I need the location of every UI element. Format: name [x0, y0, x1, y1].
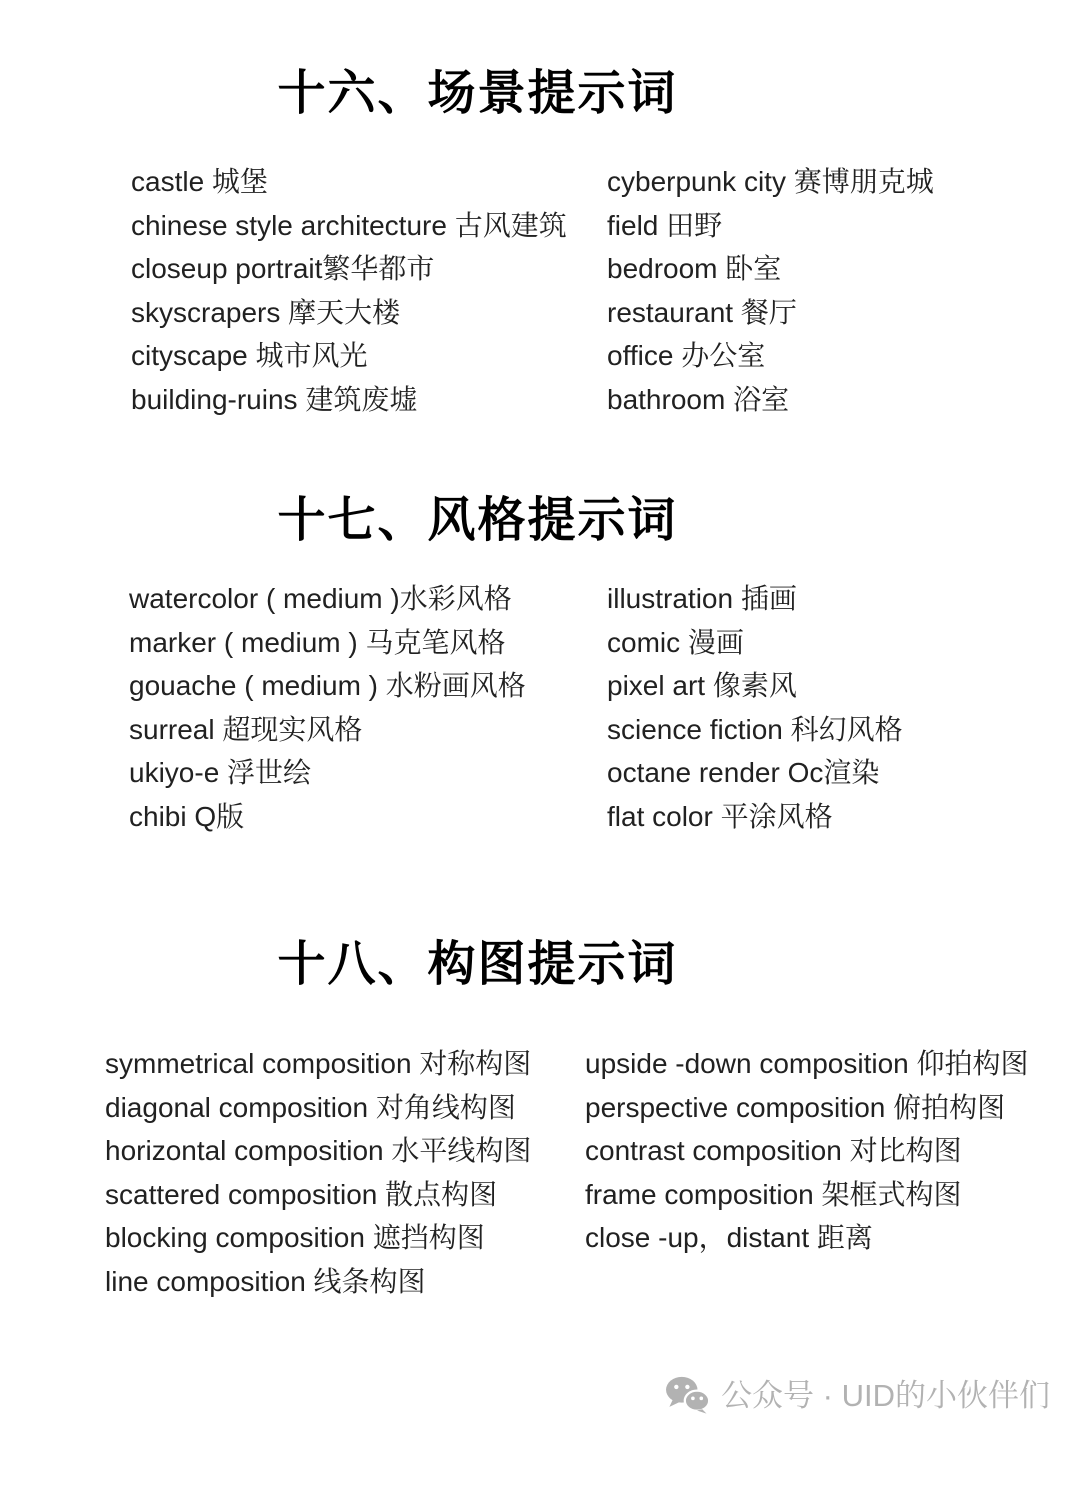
list-item: science fiction 科幻风格 — [607, 713, 903, 745]
section-scene-title: 十六、场景提示词 — [277, 67, 678, 120]
section-composition-list — [0, 1042, 1080, 1303]
list-item: diagonal composition 对角线构图 — [105, 1091, 516, 1123]
list-item: upside -down composition 仰拍构图 — [585, 1048, 1029, 1079]
composition-left-column — [105, 1042, 585, 1303]
list-item: close -up，distant 距离 — [585, 1222, 873, 1253]
list-item: bedroom 卧室 — [607, 253, 782, 284]
style-right-column — [607, 577, 1080, 838]
section-style-title: 十七、风格提示词 — [277, 494, 678, 547]
section-style-list — [0, 577, 1080, 838]
section-scene-list — [0, 160, 1080, 421]
page — [0, 67, 1080, 1510]
watermark-text: 公众号 · UID的小伙伴们 — [721, 1377, 1050, 1413]
style-left-column — [129, 577, 607, 838]
list-item: line composition 线条构图 — [105, 1265, 426, 1297]
section-style-prompts — [0, 494, 1080, 838]
list-item: castle 城堡 — [131, 166, 268, 197]
section-composition-title: 十八、构图提示词 — [277, 938, 678, 991]
list-item: skyscrapers 摩天大楼 — [131, 296, 401, 328]
list-item: chinese style architecture 古风建筑 — [131, 209, 567, 241]
list-item: pixel art 像素风 — [607, 670, 797, 701]
list-item: marker ( medium ) 马克笔风格 — [129, 626, 506, 658]
list-item: flat color 平涂风格 — [607, 800, 833, 832]
list-item: comic 漫画 — [607, 626, 744, 658]
list-item: blocking composition 遮挡构图 — [105, 1222, 485, 1253]
section-scene-prompts — [0, 67, 1080, 421]
watermark — [0, 1375, 1080, 1415]
list-item: surreal 超现实风格 — [129, 713, 363, 745]
list-item: chibi Q版 — [129, 800, 245, 832]
list-item: gouache ( medium ) 水粉画风格 — [129, 670, 526, 701]
list-item: ukiyo-e 浮世绘 — [129, 757, 312, 788]
list-item: octane render Oc渲染 — [607, 757, 880, 788]
list-item: office 办公室 — [607, 340, 766, 371]
section-composition-prompts — [0, 938, 1080, 1303]
list-item: perspective composition 俯拍构图 — [585, 1091, 1006, 1123]
list-item: contrast composition 对比构图 — [585, 1135, 962, 1166]
list-item: closeup portrait繁华都市 — [131, 253, 435, 284]
list-item: scattered composition 散点构图 — [105, 1178, 498, 1210]
scene-right-column — [607, 160, 1080, 421]
list-item: restaurant 餐厅 — [607, 296, 797, 328]
list-item: frame composition 架框式构图 — [585, 1178, 962, 1210]
list-item: horizontal composition 水平线构图 — [105, 1135, 532, 1166]
list-item: watercolor ( medium )水彩风格 — [129, 583, 512, 614]
list-item: illustration 插画 — [607, 583, 797, 614]
list-item: symmetrical composition 对称构图 — [105, 1048, 532, 1079]
wechat-icon — [664, 1375, 710, 1415]
list-item: cityscape 城市风光 — [131, 340, 368, 371]
list-item: bathroom 浴室 — [607, 383, 790, 415]
list-item: cyberpunk city 赛博朋克城 — [607, 166, 934, 197]
list-item: field 田野 — [607, 209, 723, 241]
composition-right-column — [585, 1042, 1080, 1303]
scene-left-column — [131, 160, 607, 421]
list-item: building-ruins 建筑废墟 — [131, 383, 418, 415]
